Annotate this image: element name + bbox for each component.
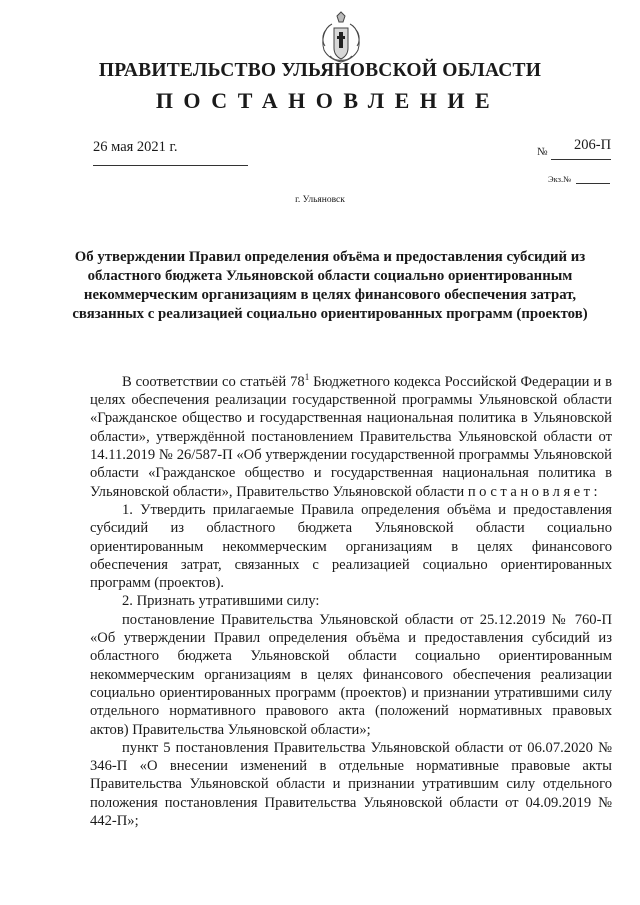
clause-1: 1. Утвердить прилагаемые Правила определения объёма и предоставления субсидий из областного бюджета Ульяновской области социально ориентированным некоммерческим организациям в целях финансового обеспечения затрат, связанных с реализацией социально ориентированных программ (проектов). xyxy=(90,501,612,592)
resolve-word: постановляет: xyxy=(467,483,602,500)
number-prefix: № xyxy=(537,146,548,158)
coat-of-arms-icon xyxy=(318,10,364,64)
copy-number-underline xyxy=(576,183,610,184)
preamble-text-2: Бюджетного кодекса Российской Федерации и в целях обеспечения реализации государственной программы Ульяновской области «Гражданское общество и государственная национальная политика в Ульяновской области», утверждённой постановлением Правительства Ульяновской области от 14.11.2019 № 26/587-П «Об утверждении государственной программы Ульяновской области «Гражданское общество и государственная национальная политика в Ульяновской области», Правительство Ульяновской области xyxy=(90,373,612,500)
document-date: 26 мая 2021 г. xyxy=(93,139,178,155)
preamble-text-1: В соответствии со статьёй 78 xyxy=(122,373,305,390)
article-superscript: 1 xyxy=(304,372,310,382)
number-underline xyxy=(551,159,611,160)
document-body xyxy=(90,368,612,830)
copy-number-label: Экз.№ xyxy=(548,174,572,184)
repealed-act-1: постановление Правительства Ульяновской области от 25.12.2019 № 760-П «Об утверждении Правил определения объёма и предоставления субсидий из областного бюджета Ульяновской области социально ориентированным некоммерческим организациям в целях финансового обеспечения реализации социально ориентированных программ (проектов) и признании утратившими силу отдельного нормативного правового акта (положений нормативных правовых актов) Правительства Ульяновской области»; xyxy=(90,611,612,738)
document-heading: Об утверждении Правил определения объёма и предоставления субсидий из областного бюджета Ульяновской области социально ориентированным некоммерческим организациям в целях финансового обеспечения затрат, связанных с реализацией социально ориентированных программ (проектов) xyxy=(72,249,588,322)
document-type: ПОСТАНОВЛЕНИЕ xyxy=(155,88,501,113)
clause-2: 2. Признать утратившими силу: xyxy=(122,593,320,610)
repealed-act-2: пункт 5 постановления Правительства Ульяновской области от 06.07.2020 № 346-П «О внесении изменений в отдельные нормативные правовые акты Правительства Ульяновской области и признании утратившим силу отдельного положения постановления Правительства Ульяновской области от 04.09.2019 № 442-П»; xyxy=(90,739,612,829)
document-number: 206-П xyxy=(574,137,612,153)
preamble-paragraph xyxy=(90,368,612,501)
government-name: ПРАВИТЕЛЬСТВО УЛЬЯНОВСКОЙ ОБЛАСТИ xyxy=(98,60,542,81)
city: г. Ульяновск xyxy=(295,195,345,205)
date-underline xyxy=(93,165,248,166)
